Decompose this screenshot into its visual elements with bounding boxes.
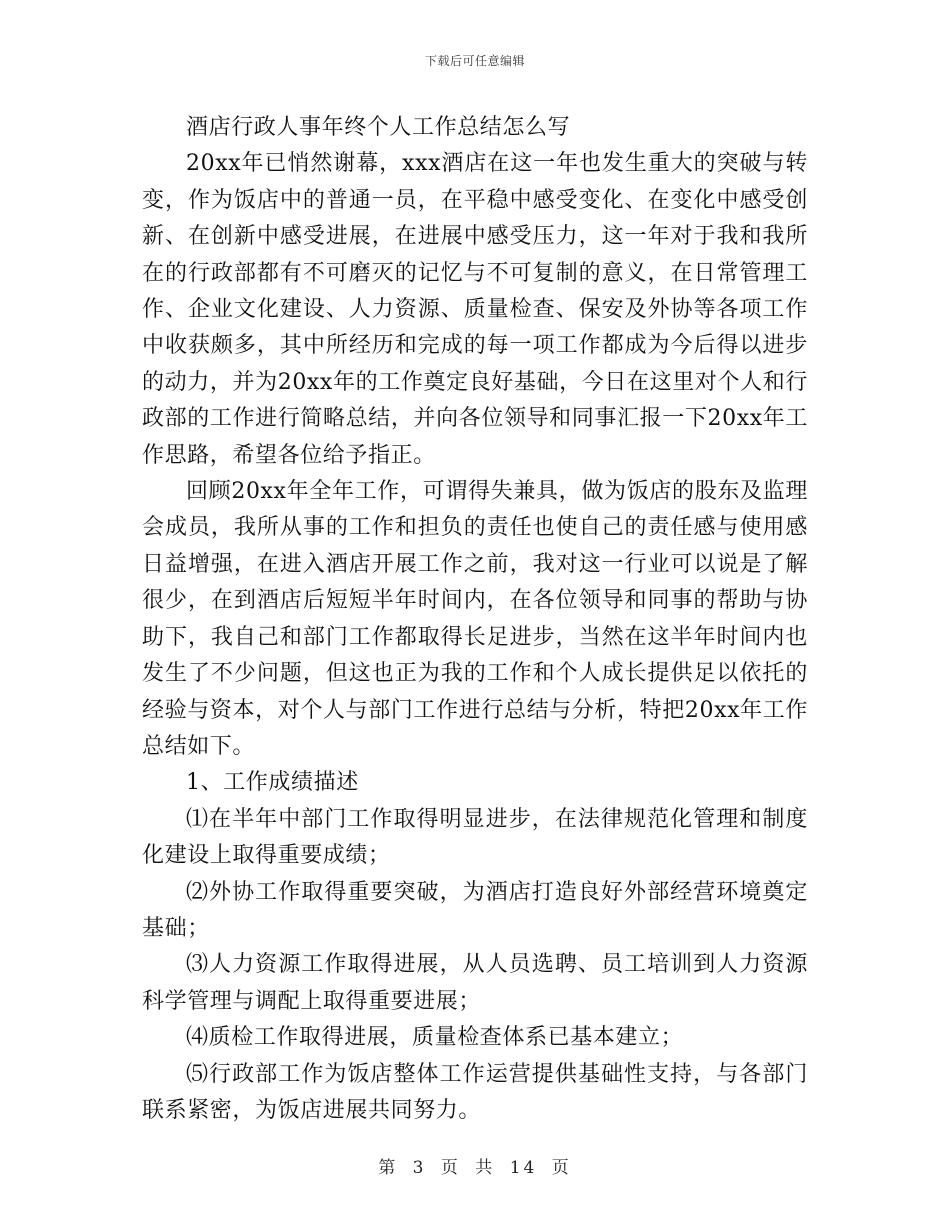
- paragraph-intro: 20xx年已悄然谢幕，xxx酒店在这一年也发生重大的突破与转变，作为饭店中的普通一员，在平稳中感受变化、在变化中感受创新、在创新中感受进展，在进展中感受压力，这一年对于我和我所在的行政部都有不可磨灭的记忆与不可复制的意义，在日常管理工作、企业文化建设、人力资源、质量检查、保安及外协等各项工作中收获颇多，其中所经历和完成的每一项工作都成为今后得以进步的动力，并为20xx年的工作奠定良好基础，今日在这里对个人和行政部的工作进行简略总结，并向各位领导和同事汇报一下20xx年工作思路，希望各位给予指正。: [142, 151, 808, 468]
- page-header-note: 下载后可任意编辑: [424, 54, 525, 68]
- list-item: ⑸行政部工作为饭店整体工作运营提供基础性支持，与各部门联系紧密，为饭店进展共同努力。: [142, 1061, 808, 1123]
- section-heading: 1、工作成绩描述: [186, 770, 359, 796]
- list-item: ⑴在半年中部门工作取得明显进步，在法律规范化管理和制度化建设上取得重要成绩；: [142, 806, 808, 869]
- paragraph-review: 回顾20xx年全年工作，可谓得失兼具，做为饭店的股东及监理会成员，我所从事的工作和担负的责任也使自己的责任感与使用感日益增强，在进入酒店开展工作之前，我对这一行业可以说是了解很少，在到酒店后短短半年时间内，在各位领导和同事的帮助与协助下，我自己和部门工作都取得长足进步，当然在这半年时间内也发生了不少问题，但这也正为我的工作和个人成长提供足以依托的经验与资本，对个人与部门工作进行总结与分析，特把20xx年工作总结如下。: [142, 479, 808, 759]
- list-item: ⑷质检工作取得进展，质量检查体系已基本建立；: [186, 1025, 684, 1051]
- document-title: 酒店行政人事年终个人工作总结怎么写: [186, 115, 571, 140]
- list-item: ⑵外协工作取得重要突破，为酒店打造良好外部经营环境奠定基础；: [142, 879, 808, 941]
- page-number-footer: 第 3 页 共 14 页: [378, 1158, 572, 1178]
- list-item: ⑶人力资源工作取得进展，从人员选聘、员工培训到人力资源科学管理与调配上取得重要进展；: [142, 952, 808, 1014]
- document-body: [142, 110, 808, 1129]
